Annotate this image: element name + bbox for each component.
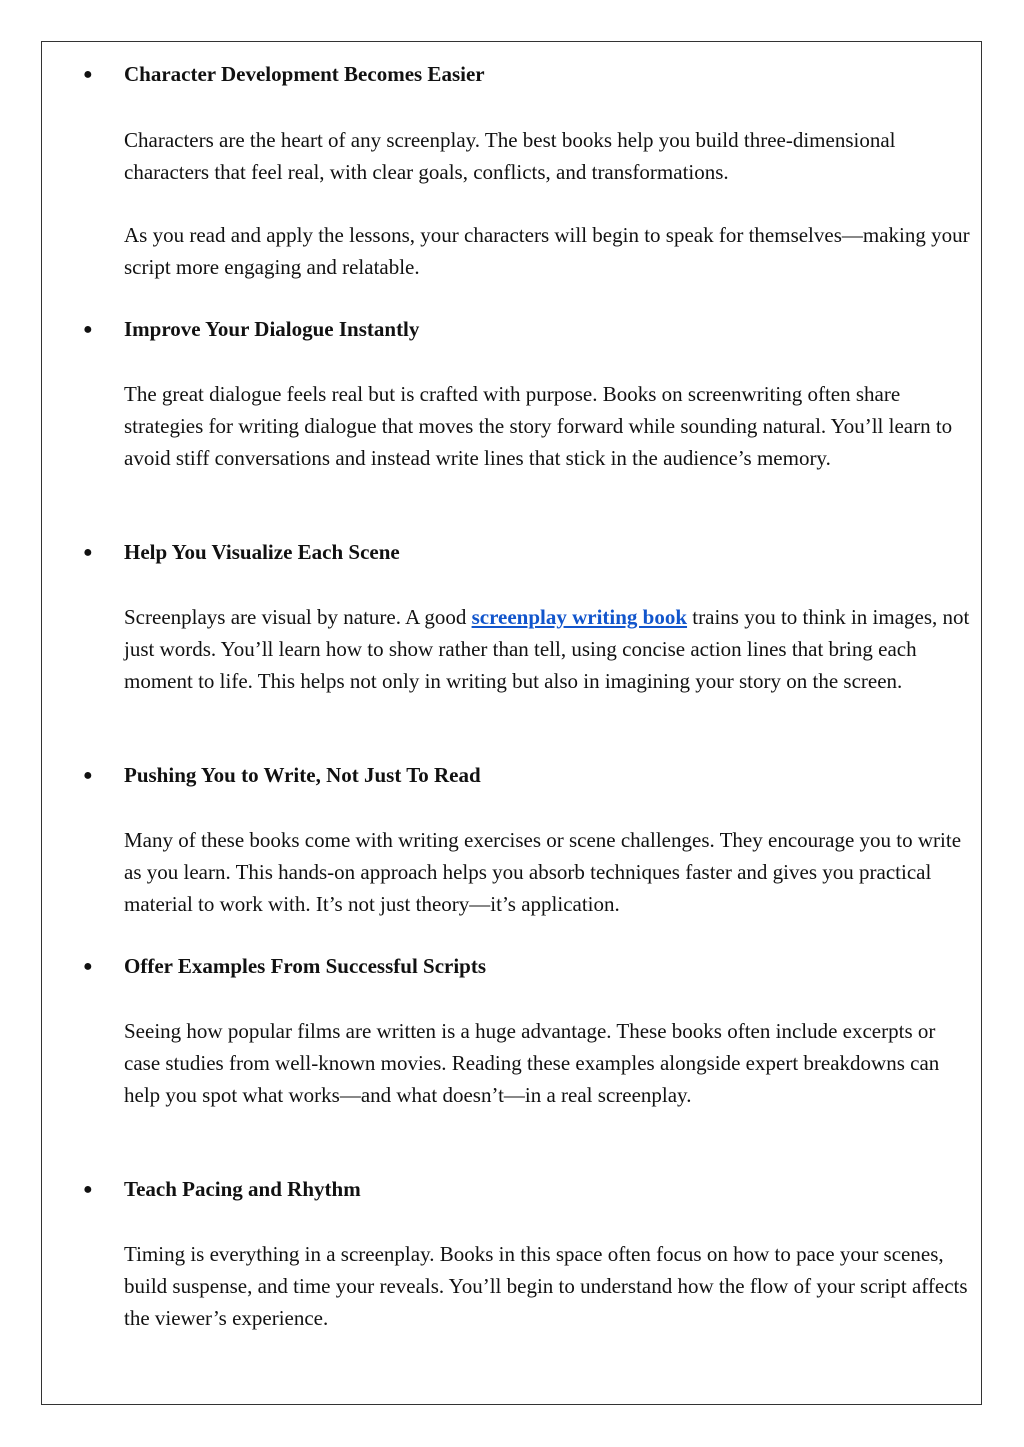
bullet-icon: ● <box>83 958 93 975</box>
paragraph: As you read and apply the lessons, your characters will begin to speak for themselves—making your script more engaging and relatable. <box>124 223 970 279</box>
paragraph: Characters are the heart of any screenplay. The best books help you build three-dimensional characters that feel real, with clear goals, conflicts, and transformations. <box>124 128 896 184</box>
paragraph: Many of these books come with writing exercises or scene challenges. They encourage you to write as you learn. This hands-on approach helps you absorb techniques faster and gives you practical material to work with. It’s not just theory—it’s application. <box>124 828 962 916</box>
paragraph-with-link: Screenplays are visual by nature. A good screenplay writing book trains you to think in images, not just words. You’ll learn how to show rather than tell, using concise action lines that bring each moment to life. This helps not only in writing but also in imagining your story on the screen. <box>124 605 970 693</box>
paragraph: The great dialogue feels real but is crafted with purpose. Books on screenwriting often share strategies for writing dialogue that moves the story forward while sounding natural. You’ll learn to avoid stiff conversations and instead write lines that stick in the audience’s memory. <box>124 382 953 470</box>
paragraph: Timing is everything in a screenplay. Books in this space often focus on how to pace your scenes, build suspense, and time your reveals. You’ll begin to understand how the flow of your script affects the viewer’s experience. <box>124 1242 968 1330</box>
section-heading: ● Offer Examples From Successful Scripts <box>83 954 487 978</box>
bullet-icon: ● <box>83 544 93 561</box>
section-heading: ● Pushing You to Write, Not Just To Read <box>83 763 481 787</box>
bullet-icon: ● <box>83 1181 93 1198</box>
section-heading: ● Teach Pacing and Rhythm <box>83 1177 361 1201</box>
bullet-icon: ● <box>83 66 93 83</box>
bullet-icon: ● <box>83 767 93 784</box>
section-heading: ● Character Development Becomes Easier <box>83 62 485 86</box>
paragraph: Seeing how popular films are written is a huge advantage. These books often include excerpts or case studies from well-known movies. Reading these examples alongside expert breakdowns can help you spot what works—and what doesn’t—in a real screenplay. <box>124 1019 940 1107</box>
screenplay-writing-book-link[interactable]: screenplay writing book <box>471 605 688 629</box>
section-heading: ● Improve Your Dialogue Instantly <box>83 317 420 341</box>
bullet-icon: ● <box>83 321 93 338</box>
section-heading: ● Help You Visualize Each Scene <box>83 540 400 564</box>
